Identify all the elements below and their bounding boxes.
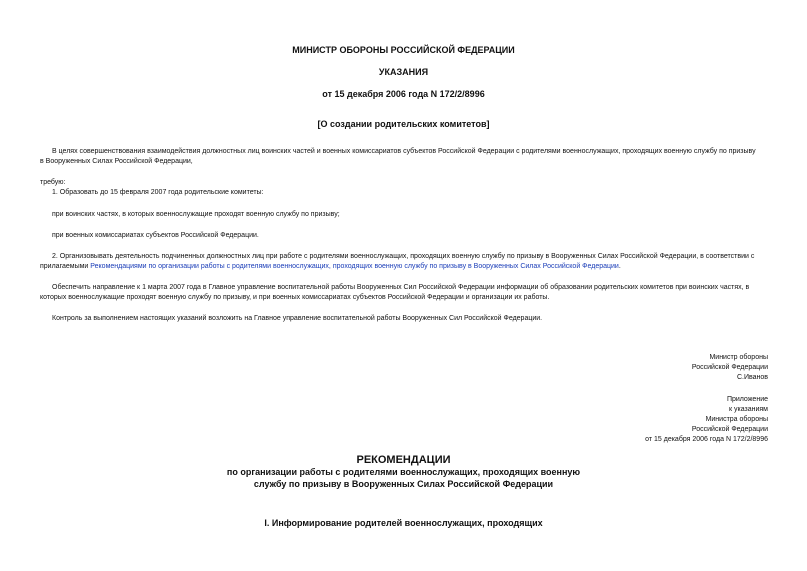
recommendations-link[interactable]: Рекомендациями по организации работы с родителями военнослужащих, проходящих военную службу по призыву в Вооруженных Силах Российской Федерации bbox=[90, 263, 619, 270]
signature-line-2: Российской Федерации bbox=[691, 364, 768, 371]
recommendations-subtitle-2: службу по призыву в Вооруженных Силах Российской Федерации bbox=[253, 479, 554, 489]
item-2-line-2 bbox=[40, 262, 621, 272]
appendix-line-3: Министра обороны bbox=[705, 416, 768, 423]
signature-line-1: Министр обороны bbox=[709, 354, 768, 361]
item-2-prefix: прилагаемыми bbox=[40, 263, 91, 270]
signature-block bbox=[692, 353, 768, 383]
paragraph-3-line-2: которых военнослужащие проходят военную службу по призыву, и при военных комиссариатах субъектов Российской Федерации и организации их работы. bbox=[40, 294, 550, 301]
paragraph-3-line-1: Обеспечить направление к 1 марта 2007 года в Главное управление воспитательной работы Вооруженных Сил Российской Федерации информации об образовании родительских комитетов при воинских частях, в bbox=[52, 284, 750, 291]
appendix-line-1: Приложение bbox=[726, 396, 768, 403]
appendix-line-2: к указаниям bbox=[728, 406, 768, 413]
paragraph-4: Контроль за выполнением настоящих указаний возложить на Главное управление воспитательной работы Вооруженных Сил Российской Федерации. bbox=[52, 315, 543, 322]
appendix-block bbox=[645, 395, 768, 445]
section-1-heading: I. Информирование родителей военнослужащих, проходящих bbox=[264, 518, 543, 528]
recommendations-title: РЕКОМЕНДАЦИИ bbox=[356, 454, 451, 466]
appendix-line-5: от 15 декабря 2006 года N 172/2/8996 bbox=[645, 436, 768, 443]
doc-type-heading: УКАЗАНИЯ bbox=[378, 67, 429, 77]
subject-heading: [О создании родительских комитетов] bbox=[317, 119, 490, 129]
recommendations-subtitle-1: по организации работы с родителями военнослужащих, проходящих военную bbox=[226, 467, 581, 477]
date-number-heading: от 15 декабря 2006 года N 172/2/8996 bbox=[322, 89, 485, 99]
ministry-heading: МИНИСТР ОБОРОНЫ РОССИЙСКОЙ ФЕДЕРАЦИИ bbox=[292, 45, 515, 55]
paragraph-1-line-2: в Вооруженных Силах Российской Федерации, bbox=[40, 158, 193, 165]
item-2-line-1: 2. Организовывать деятельность подчиненных должностных лиц при работе с родителями военнослужащих, проходящих военную службу по призыву в Вооруженных Силах Российской Федерации, в соответствии с bbox=[52, 253, 755, 260]
item-1: 1. Образовать до 15 февраля 2007 года родительские комитеты: bbox=[52, 189, 264, 196]
signature-line-3: С.Иванов bbox=[736, 374, 768, 381]
item-2-suffix: . bbox=[618, 263, 621, 270]
require-text: требую: bbox=[40, 179, 66, 186]
appendix-line-4: Российской Федерации bbox=[691, 426, 768, 433]
item-1a: при воинских частях, в которых военнослужащие проходят военную службу по призыву; bbox=[52, 211, 340, 218]
item-1b: при военных комиссариатах субъектов Российской Федерации. bbox=[52, 232, 259, 239]
paragraph-1-line-1: В целях совершенствования взаимодействия должностных лиц воинских частей и военных комиссариатов субъектов Российской Федерации с родителями военнослужащих, проходящих военную службу по призыву bbox=[52, 148, 756, 155]
